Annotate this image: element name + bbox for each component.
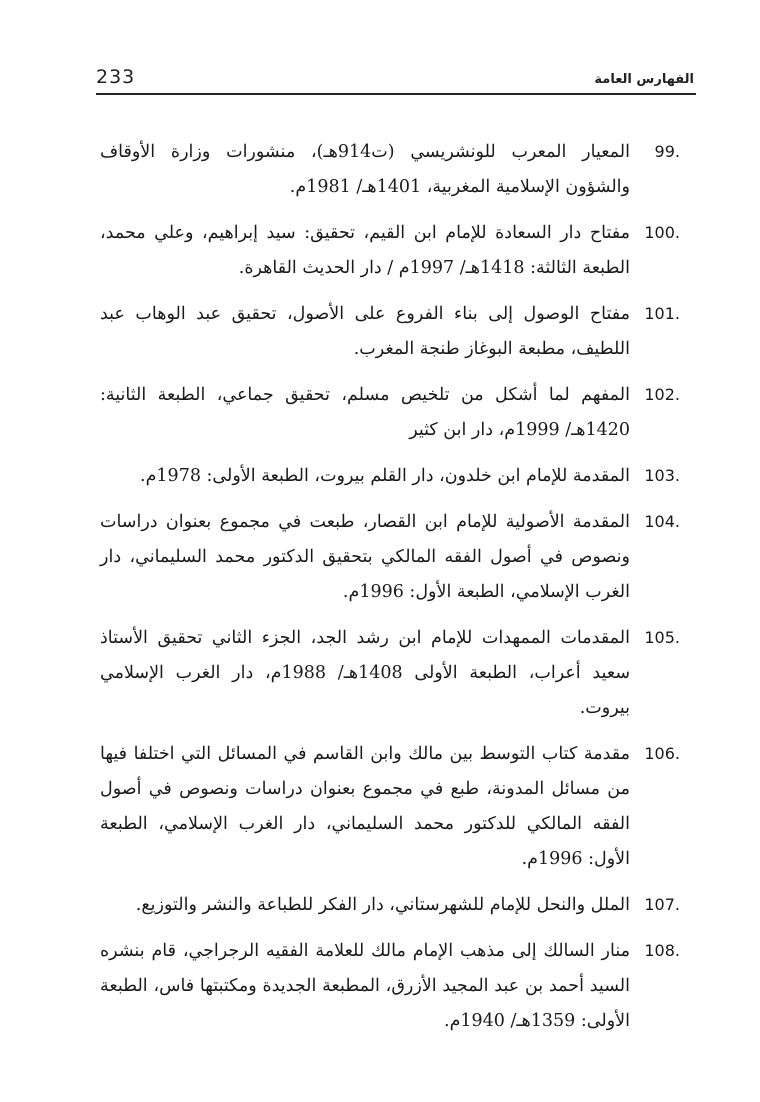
entry-number: 107. [644,895,680,914]
entry-number: 104. [644,512,680,531]
bibliography-entry [100,377,680,448]
bibliography-entry [100,504,680,610]
page-number: 233 [96,66,136,88]
header-rule [96,93,696,95]
bibliography-entry [100,296,680,367]
bibliography-entry [100,736,680,877]
entry-number: 103. [644,466,680,485]
entry-number: 99. [654,142,680,161]
entry-number: 105. [644,628,680,647]
bibliography-entry [100,458,680,494]
entry-text: مفتاح الوصول إلى بناء الفروع على الأصول، تحقيق عبد الوهاب عبد اللطيف، مطبعة البوغاز طنجة المغرب. [100,304,630,359]
page-header [96,66,696,92]
entry-text: المفهم لما أشكل من تلخيص مسلم، تحقيق جماعي، الطبعة الثانية: 1420هـ/ 1999م، دار ابن كثير [100,385,630,440]
entry-text: المعيار المعرب للونشريسي (ت914هـ)، منشورات وزارة الأوقاف والشؤون الإسلامية المغربية، 1401هـ/ 1981م. [100,142,630,197]
bibliography-entry [100,887,680,923]
entry-text: الملل والنحل للإمام للشهرستاني، دار الفكر للطباعة والنشر والتوزيع. [135,895,630,915]
bibliography-entry [100,134,680,205]
entry-number: 101. [644,304,680,323]
entry-number: 102. [644,385,680,404]
entry-number: 108. [644,941,680,960]
entry-text: المقدمة للإمام ابن خلدون، دار القلم بيروت، الطبعة الأولى: 1978م. [140,466,630,486]
entry-text: المقدمة الأصولية للإمام ابن القصار، طبعت في مجموع بعنوان دراسات ونصوص في أصول الفقه المالكي بتحقيق الدكتور محمد السليماني، دار الغرب الإسلامي، الطبعة الأول: 1996م. [100,512,630,602]
entry-number: 100. [644,223,680,242]
running-title: الفهارس العامة [594,72,694,87]
entry-text: مفتاح دار السعادة للإمام ابن القيم، تحقيق: سيد إبراهيم، وعلي محمد، الطبعة الثالثة: 1418هـ/ 1997م / دار الحديث القاهرة. [100,223,630,278]
bibliography-entry [100,933,680,1039]
entry-text: منار السالك إلى مذهب الإمام مالك للعلامة الفقيه الرجراجي، قام بنشره السيد أحمد بن عبد المجيد الأزرق، المطبعة الجديدة ومكتبتها فاس، الطبعة الأولى: 1359هـ/ 1940م. [100,941,630,1031]
entry-text: المقدمات الممهدات للإمام ابن رشد الجد، الجزء الثاني تحقيق الأستاذ سعيد أعراب، الطبعة الأولى 1408هـ/ 1988م، دار الغرب الإسلامي بيروت. [100,628,630,718]
entry-text: مقدمة كتاب التوسط بين مالك وابن القاسم في المسائل التي اختلفا فيها من مسائل المدونة، طبع في مجموع بعنوان دراسات ونصوص في أصول الفقه المالكي للدكتور محمد السليماني، دار الغرب الإسلامي، الطبعة الأول: 1996م. [100,744,630,869]
bibliography-entry [100,215,680,286]
entry-number: 106. [644,744,680,763]
bibliography-list [100,134,680,1049]
bibliography-entry [100,620,680,726]
